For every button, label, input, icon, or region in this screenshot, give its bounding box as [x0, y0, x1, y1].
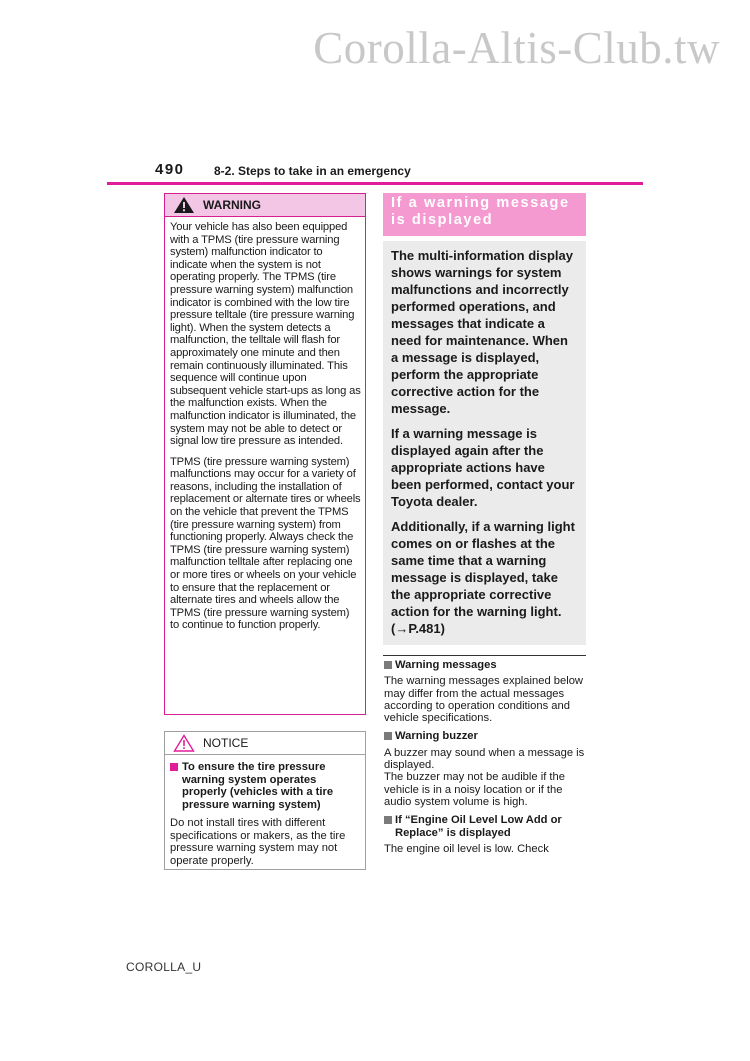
notice-box — [164, 731, 366, 870]
intro-box — [383, 241, 586, 645]
gray-square-bullet-icon — [384, 661, 392, 669]
intro-paragraph-1: The multi-information display shows warnings for system malfunctions and incorrectly performed operations, and messages that indicate a need for maintenance. When a message is displayed, perform the appropriate corrective action for the message. — [391, 248, 574, 416]
notice-title: NOTICE — [203, 736, 249, 750]
warning-buzzer-text-2: The buzzer may not be audible if the vehicle is in a noisy location or if the audio system volume is high. — [384, 771, 565, 808]
notice-triangle-icon — [173, 734, 195, 752]
warning-title: WARNING — [203, 198, 261, 212]
warning-messages-text: The warning messages explained below may differ from the actual messages according to operation conditions and vehicle specifications. — [384, 675, 584, 725]
warning-buzzer-heading-text: Warning buzzer — [395, 730, 478, 743]
page-number: 490 — [155, 161, 185, 178]
notice-subheading — [170, 761, 360, 811]
pink-square-bullet-icon — [170, 763, 178, 771]
warning-messages-heading-text: Warning messages — [395, 659, 497, 671]
section-divider — [383, 655, 586, 656]
notice-text: Do not install tires with different specifications or makers, as the tire pressure warning system may not operate properly. — [170, 817, 346, 867]
warning-box — [164, 193, 366, 715]
warning-buzzer-heading — [384, 730, 586, 742]
notice-subheading-text: To ensure the tire pressure warning system operates properly (vehicles with a tire pressure warning system) — [182, 761, 334, 811]
watermark: Corolla-Altis-Club.tw — [313, 23, 720, 73]
engine-oil-heading-text: If “Engine Oil Level Low Add or Replace” is displayed — [395, 814, 562, 839]
warning-buzzer-text-1: A buzzer may sound when a message is displayed. — [384, 746, 585, 772]
intro-paragraph-3: Additionally, if a warning light comes on or flashes at the same time that a warning message is displayed, take the appropriate corrective action for the warning light. (→P.481) — [391, 519, 575, 636]
engine-oil-heading — [384, 814, 586, 839]
warning-header — [165, 194, 365, 217]
section-title: 8-2. Steps to take in an emergency — [214, 164, 411, 178]
footer-label: COROLLA_U — [126, 960, 202, 974]
warning-triangle-icon — [173, 196, 195, 214]
warning-paragraph-2: TPMS (tire pressure warning system) malfunctions may occur for a variety of reasons, including the installation of replacement or alternate tires or wheels on the vehicle that prevent the TPMS (tire pressure warning system) from functioning properly. Always check the TPMS (tire pressure warning system) malfunction telltale after replacing one or more tires or wheels on your vehicle to ensure that the replacement or alternate tires and wheels allow the TPMS (tire pressure warning system) to continue to function properly. — [170, 455, 361, 632]
warning-messages-heading — [384, 659, 586, 671]
warning-paragraph-1: Your vehicle has also been equipped with a TPMS (tire pressure warning system) malfunction indicator to indicate when the system is not operating properly. The TPMS (tire pressure warning system) malfunction indicator is combined with the low tire pressure telltale (tire pressure warning light). When the system detects a malfunction, the telltale will flash for approximately one minute and then remain continuously illuminated. This sequence will continue upon subsequent vehicle start-ups as long as the malfunction exists. When the malfunction indicator is illuminated, the system may not be able to detect or signal low tire pressure as intended. — [170, 221, 361, 448]
notice-header — [165, 732, 365, 755]
header-rule — [107, 182, 643, 185]
section-banner-line-1: If a warning message — [391, 195, 570, 211]
notice-body — [165, 755, 365, 867]
gray-square-bullet-icon — [384, 732, 392, 740]
intro-paragraph-2: If a warning message is displayed again after the appropriate actions have been performed, contact your Toyota dealer. — [391, 426, 575, 509]
section-banner — [383, 193, 586, 236]
gray-square-bullet-icon — [384, 816, 392, 824]
right-column — [384, 659, 586, 861]
engine-oil-text: The engine oil level is low. Check — [384, 842, 549, 855]
section-banner-line-2: is displayed — [391, 212, 494, 228]
warning-body — [165, 217, 365, 632]
